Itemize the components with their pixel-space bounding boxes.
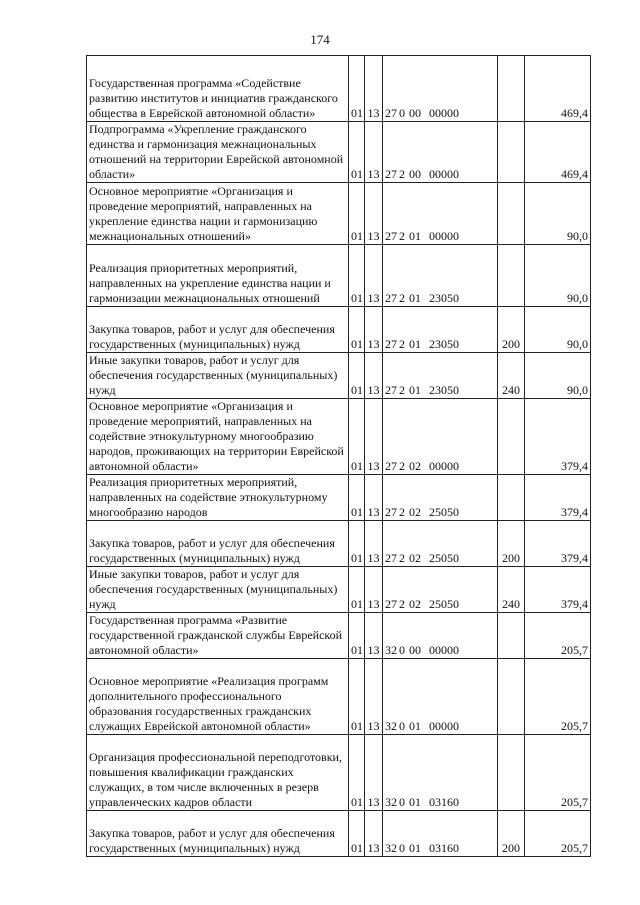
target-article-part: 00000 [429,719,459,733]
amount: 379,4 [525,521,591,567]
target-article-code [383,613,498,659]
amount: 90,0 [525,307,591,353]
target-article-part: 2 [399,229,405,243]
item-description: Реализация приоритетных мероприятий, направленных на содействие этнокультурному многообразию народов [87,475,349,521]
expense-type-code [498,399,525,475]
target-article-part: 00 [409,106,421,120]
subsection-code: 13 [365,122,383,183]
expense-type-code [498,245,525,307]
subsection-code: 13 [365,183,383,245]
target-article-part: 00 [409,167,421,181]
target-article-part: 01 [409,383,421,397]
section-code: 01 [349,567,365,613]
subsection-code: 13 [365,245,383,307]
target-article-part: 27 [385,459,397,473]
subsection-code: 13 [365,353,383,399]
target-article-part: 25050 [429,505,459,519]
expense-type-code: 200 [498,307,525,353]
table-row [87,399,591,475]
expense-type-code: 200 [498,811,525,857]
section-code: 01 [349,475,365,521]
section-code: 01 [349,122,365,183]
subsection-code: 13 [365,735,383,811]
table-row [87,735,591,811]
target-article-part: 25050 [429,597,459,611]
target-article-code [383,56,498,122]
amount: 205,7 [525,613,591,659]
target-article-part: 2 [399,383,405,397]
target-article-part: 02 [409,597,421,611]
target-article-code [383,307,498,353]
item-description: Основное мероприятие «Реализация программ дополнительного профессионального образования государственных гражданских служащих Еврейской автономной области» [87,659,349,735]
subsection-code: 13 [365,521,383,567]
amount: 379,4 [525,567,591,613]
section-code: 01 [349,56,365,122]
expense-type-code: 240 [498,353,525,399]
target-article-part: 23050 [429,337,459,351]
target-article-part: 00000 [429,229,459,243]
item-description: Реализация приоритетных мероприятий, направленных на укрепление единства нации и гармонизации межнациональных отношений [87,245,349,307]
target-article-part: 2 [399,597,405,611]
target-article-part: 27 [385,291,397,305]
item-description: Подпрограмма «Укрепление гражданского единства и гармонизация межнациональных отношений на территории Еврейской автономной области» [87,122,349,183]
amount: 379,4 [525,399,591,475]
target-article-part: 02 [409,459,421,473]
subsection-code: 13 [365,307,383,353]
item-description: Закупка товаров, работ и услуг для обеспечения государственных (муниципальных) нужд [87,811,349,857]
target-article-part: 27 [385,337,397,351]
target-article-part: 01 [409,337,421,351]
table-row [87,122,591,183]
target-article-part: 32 [385,643,397,657]
table-row [87,613,591,659]
amount: 90,0 [525,353,591,399]
table-row [87,659,591,735]
subsection-code: 13 [365,659,383,735]
target-article-part: 01 [409,719,421,733]
subsection-code: 13 [365,567,383,613]
expense-type-code: 200 [498,521,525,567]
expense-type-code: 240 [498,567,525,613]
table-row [87,56,591,122]
target-article-code [383,659,498,735]
target-article-part: 0 [399,643,405,657]
target-article-part: 0 [399,841,405,855]
target-article-part: 2 [399,459,405,473]
target-article-part: 27 [385,597,397,611]
amount: 90,0 [525,245,591,307]
target-article-part: 27 [385,383,397,397]
target-article-part: 23050 [429,291,459,305]
amount: 205,7 [525,659,591,735]
subsection-code: 13 [365,811,383,857]
target-article-part: 27 [385,551,397,565]
target-article-code [383,521,498,567]
item-description: Основное мероприятие «Организация и проведение мероприятий, направленных на содействие этнокультурному многообразию народов, проживающих на территории Еврейской автономной области» [87,399,349,475]
target-article-part: 2 [399,551,405,565]
target-article-part: 00000 [429,459,459,473]
table-row [87,183,591,245]
item-description: Организация профессиональной переподготовки, повышения квалификации гражданских служащих, в том числе включенных в резерв управленческих кадров области [87,735,349,811]
table-row [87,245,591,307]
target-article-part: 01 [409,841,421,855]
target-article-part: 00000 [429,106,459,120]
target-article-part: 02 [409,551,421,565]
target-article-code [383,183,498,245]
target-article-code [383,475,498,521]
amount: 205,7 [525,811,591,857]
target-article-part: 2 [399,505,405,519]
target-article-part: 27 [385,229,397,243]
target-article-code [383,399,498,475]
table-row [87,811,591,857]
target-article-code [383,245,498,307]
target-article-part: 01 [409,795,421,809]
target-article-part: 27 [385,106,397,120]
target-article-part: 32 [385,719,397,733]
target-article-part: 32 [385,841,397,855]
expense-type-code [498,475,525,521]
target-article-part: 00 [409,643,421,657]
target-article-code [383,122,498,183]
item-description: Закупка товаров, работ и услуг для обеспечения государственных (муниципальных) нужд [87,521,349,567]
target-article-part: 0 [399,106,405,120]
target-article-part: 27 [385,167,397,181]
expense-type-code [498,56,525,122]
target-article-part: 00000 [429,167,459,181]
target-article-part: 2 [399,167,405,181]
amount: 379,4 [525,475,591,521]
subsection-code: 13 [365,613,383,659]
page-number: 174 [310,32,330,47]
target-article-code [383,735,498,811]
section-code: 01 [349,735,365,811]
budget-table-body [87,56,591,857]
target-article-part: 32 [385,795,397,809]
table-row [87,567,591,613]
item-description: Основное мероприятие «Организация и проведение мероприятий, направленных на укрепление единства нации и гармонизацию межнациональных отношений» [87,183,349,245]
section-code: 01 [349,613,365,659]
table-row [87,475,591,521]
section-code: 01 [349,811,365,857]
target-article-code [383,567,498,613]
section-code: 01 [349,245,365,307]
amount: 469,4 [525,122,591,183]
item-description: Иные закупки товаров, работ и услуг для обеспечения государственных (муниципальных) нужд [87,567,349,613]
target-article-part: 03160 [429,841,459,855]
section-code: 01 [349,307,365,353]
target-article-part: 23050 [429,383,459,397]
section-code: 01 [349,183,365,245]
expense-type-code [498,122,525,183]
target-article-part: 02 [409,505,421,519]
section-code: 01 [349,521,365,567]
target-article-part: 0 [399,719,405,733]
budget-table [86,55,591,857]
amount: 90,0 [525,183,591,245]
target-article-part: 03160 [429,795,459,809]
table-row [87,353,591,399]
target-article-part: 01 [409,291,421,305]
target-article-part: 2 [399,337,405,351]
item-description: Государственная программа «Развитие государственной гражданской службы Еврейской автономной области» [87,613,349,659]
target-article-part: 0 [399,795,405,809]
table-row [87,521,591,567]
section-code: 01 [349,353,365,399]
section-code: 01 [349,399,365,475]
expense-type-code [498,613,525,659]
target-article-part: 2 [399,291,405,305]
target-article-part: 00000 [429,643,459,657]
amount: 469,4 [525,56,591,122]
subsection-code: 13 [365,56,383,122]
expense-type-code [498,659,525,735]
target-article-code [383,811,498,857]
amount: 205,7 [525,735,591,811]
expense-type-code [498,183,525,245]
item-description: Государственная программа «Содействие развитию институтов и инициатив гражданского общества в Еврейской автономной области» [87,56,349,122]
subsection-code: 13 [365,475,383,521]
item-description: Иные закупки товаров, работ и услуг для обеспечения государственных (муниципальных) нужд [87,353,349,399]
target-article-part: 01 [409,229,421,243]
expense-type-code [498,735,525,811]
subsection-code: 13 [365,399,383,475]
item-description: Закупка товаров, работ и услуг для обеспечения государственных (муниципальных) нужд [87,307,349,353]
target-article-part: 27 [385,505,397,519]
table-row [87,307,591,353]
target-article-part: 25050 [429,551,459,565]
target-article-code [383,353,498,399]
section-code: 01 [349,659,365,735]
